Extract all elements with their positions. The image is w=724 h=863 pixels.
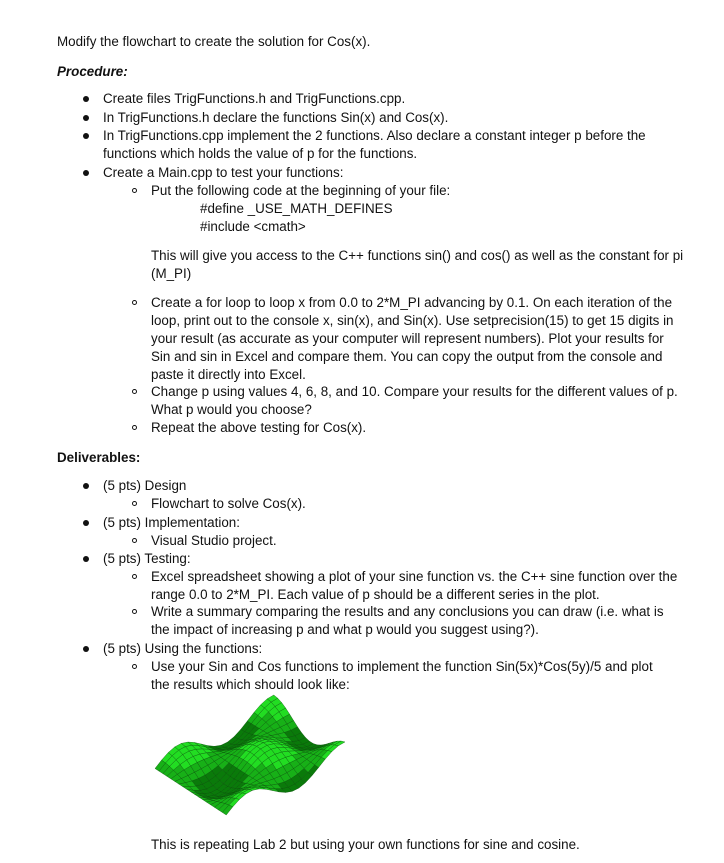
deliverable-subitem-continued: the results which should look like: [151,677,350,692]
procedure-subitem: Change p using values 4, 6, 8, and 10. Compare your results for the different values of p. [151,384,678,399]
procedure-subitem-continued: paste it directly into Excel. [151,367,306,382]
sub-bullet-marker [132,425,137,430]
procedure-item: Create files TrigFunctions.h and TrigFunctions.cpp. [103,91,406,106]
code-line: #define _USE_MATH_DEFINES [200,201,393,216]
procedure-subitem-text: (M_PI) [151,266,192,281]
procedure-subitem-continued: your result (as accurate as your computer will represent numbers). Plot your results for [151,331,664,346]
procedure-subitem-text: This will give you access to the C++ functions sin() and cos() as well as the constant for pi [151,248,684,263]
deliverable-item: (5 pts) Design [103,478,187,493]
sub-bullet-marker [132,501,137,506]
bullet-marker [83,646,89,652]
footer-note: This is repeating Lab 2 but using your own functions for sine and cosine. [151,837,580,852]
procedure-item: In TrigFunctions.cpp implement the 2 functions. Also declare a constant integer p before the [103,128,646,143]
bullet-marker [83,483,89,489]
bullet-marker [83,133,89,139]
bullet-marker [83,520,89,526]
procedure-subitem-continued: loop, print out to the console x, sin(x), and Sin(x). Use setprecision(15) to get 15 digits in [151,313,674,328]
deliverable-item: (5 pts) Testing: [103,551,191,566]
deliverable-item: (5 pts) Implementation: [103,515,240,530]
deliverable-subitem: Use your Sin and Cos functions to implement the function Sin(5x)*Cos(5y)/5 and plot [151,659,653,674]
procedure-heading: Procedure: [57,64,128,79]
sub-bullet-marker [132,538,137,543]
sub-bullet-marker [132,389,137,394]
deliverable-subitem: Flowchart to solve Cos(x). [151,496,306,511]
deliverable-subitem: Excel spreadsheet showing a plot of your sine function vs. the C++ sine function over the [151,569,678,584]
sub-bullet-marker [132,664,137,669]
procedure-subitem: Repeat the above testing for Cos(x). [151,420,367,435]
sub-bullet-marker [132,188,137,193]
bullet-marker [83,96,89,102]
deliverable-subitem: Write a summary comparing the results and any conclusions you can draw (i.e. what is [151,604,664,619]
procedure-item-continued: functions which holds the value of p for the functions. [103,146,418,161]
deliverable-subitem: Visual Studio project. [151,533,277,548]
bullet-marker [83,115,89,121]
code-line: #include <cmath> [200,219,306,234]
sub-bullet-marker [132,300,137,305]
sub-bullet-marker [132,609,137,614]
bullet-marker [83,556,89,562]
procedure-item: In TrigFunctions.h declare the functions Sin(x) and Cos(x). [103,110,449,125]
procedure-subitem-continued: What p would you choose? [151,402,312,417]
procedure-subitem: Create a for loop to loop x from 0.0 to 2*M_PI advancing by 0.1. On each iteration of the [151,295,673,310]
surface-plot-image [150,690,350,820]
deliverable-subitem-continued: range 0.0 to 2*M_PI. Each value of p should be a different series in the plot. [151,587,600,602]
procedure-subitem: Put the following code at the beginning of your file: [151,183,451,198]
procedure-subitem-continued: Sin and sin in Excel and compare them. You can copy the output from the console and [151,349,663,364]
deliverable-subitem-continued: the impact of increasing p and what p would you suggest using?). [151,622,539,637]
deliverables-heading: Deliverables: [57,450,141,465]
intro-text: Modify the flowchart to create the solution for Cos(x). [57,34,371,49]
procedure-item: Create a Main.cpp to test your functions: [103,165,344,180]
deliverable-item: (5 pts) Using the functions: [103,641,263,656]
bullet-marker [83,170,89,176]
sub-bullet-marker [132,574,137,579]
